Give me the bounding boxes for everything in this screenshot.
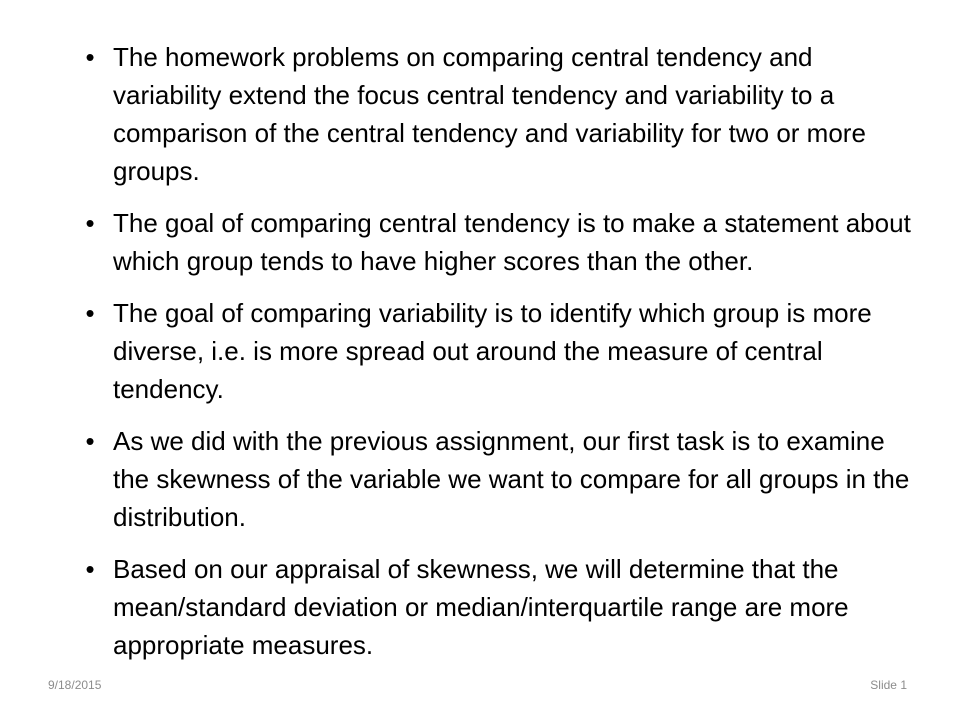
bullet-item [70,204,920,280]
bullet-dot-icon: • [85,42,95,72]
bullet-dot-icon: • [85,208,95,238]
bullet-text: Based on our appraisal of skewness, we will determine that the mean/standard deviation or median/interquartile range are more appropriate measures. [113,554,849,660]
bullet-text: The goal of comparing variability is to identify which group is more diverse, i.e. is more spread out around the measure of central tendency. [113,298,872,404]
bullet-dot-icon: • [85,554,95,584]
bullet-text: As we did with the previous assignment, our first task is to examine the skewness of the variable we want to compare for all groups in the distribution. [113,426,910,532]
footer-date: 9/18/2015 [48,678,102,692]
bullet-text: The goal of comparing central tendency is to make a statement about which group tends to have higher scores than the other. [113,208,911,276]
bullet-item [70,422,920,536]
bullet-item [70,550,920,664]
bullet-text: The homework problems on comparing central tendency and variability extend the focus central tendency and variability to a comparison of the central tendency and variability for two or more groups. [113,42,866,186]
bullet-item [70,38,920,190]
footer-slide-number: Slide 1 [870,678,907,692]
bullet-dot-icon: • [85,426,95,456]
bullet-list [70,38,920,678]
bullet-item [70,294,920,408]
bullet-dot-icon: • [85,298,95,328]
